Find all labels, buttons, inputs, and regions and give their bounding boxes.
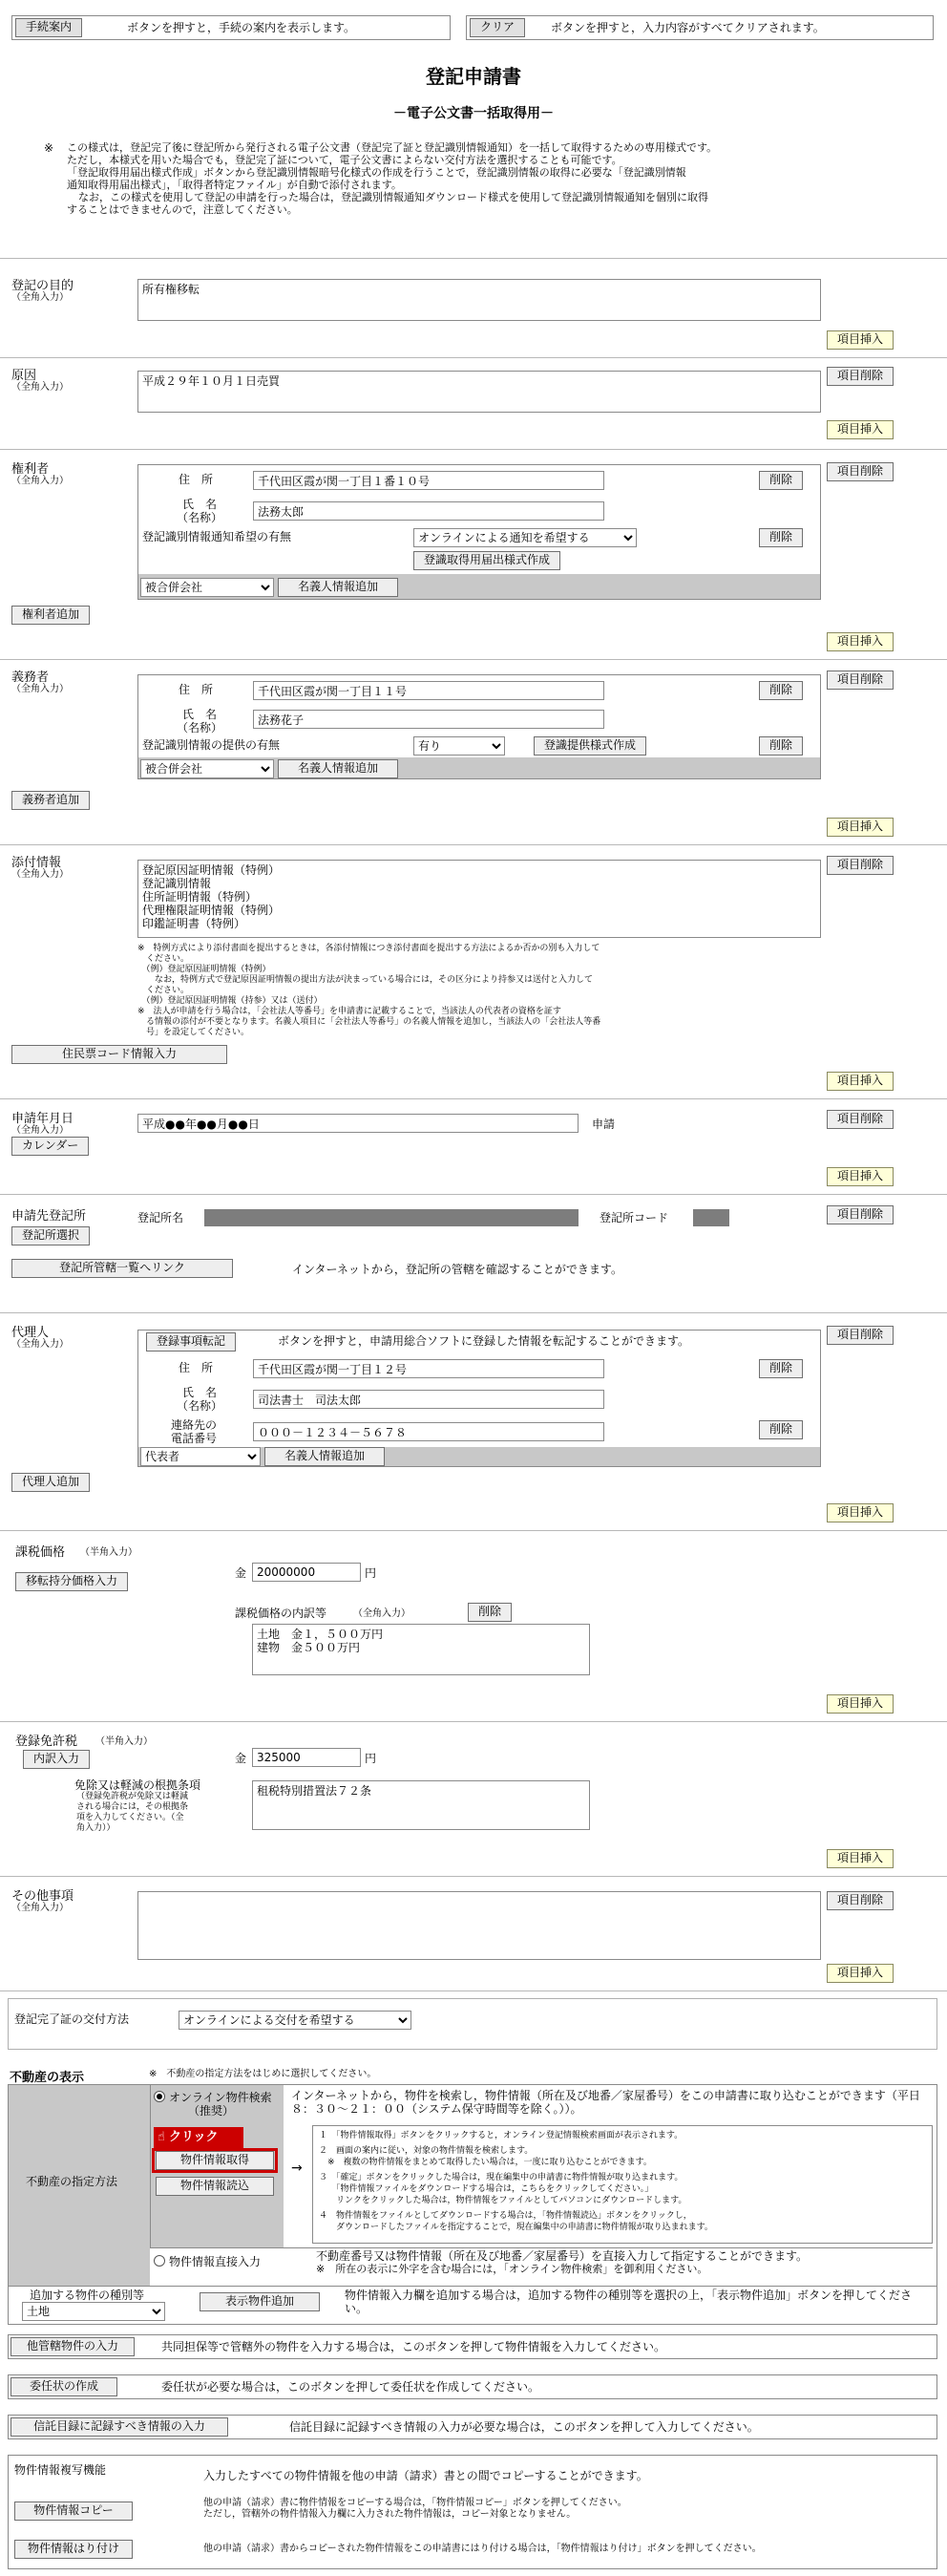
license-tax-label: 登録免許税	[15, 1735, 78, 1749]
trust-row	[8, 2415, 937, 2439]
page-title: 登記申請書	[426, 65, 521, 88]
other-label: その他事項	[11, 1889, 74, 1904]
rights-holder-name-input[interactable]	[253, 501, 604, 521]
clear-button[interactable]: クリア	[470, 18, 525, 37]
delete-button[interactable]: 項目削除	[827, 1205, 894, 1224]
copy-note: 他の申請（請求）書に物件情報をコピーする場合は，「物件情報コピー」ボタンを押してください。	[203, 2498, 627, 2508]
copy-desc: 入力したすべての物件情報を他の申請（請求）書との間でコピーすることができます。	[203, 2469, 648, 2482]
basis-label: 免除又は軽減の根拠条項	[74, 1778, 201, 1792]
date-label: 申請年月日	[11, 1112, 74, 1126]
notice-line: なお，この様式を使用して登記の申請を行った場合は，登記識別情報通知ダウンロード様式を使用して登記識別情報通知を個別に取得	[78, 191, 708, 203]
guide-text: ボタンを押すと，手続の案内を表示します。	[127, 21, 356, 34]
copy-property-button[interactable]: 物件情報コピー	[14, 2501, 133, 2521]
office-select-button[interactable]: 登記所選択	[11, 1226, 90, 1245]
direct-cell	[150, 2247, 933, 2248]
provide-label: 登記識別情報の提供の有無	[142, 738, 281, 752]
license-yen-suffix: 円	[365, 1752, 377, 1765]
paste-note: 他の申請（請求）書からコピーされた物件情報をこの申請書にはり付ける場合は，「物件情報はり付け」ボタンを押してください。	[203, 2544, 762, 2554]
attachment-field[interactable]	[137, 860, 821, 938]
breakdown-label: 課税価格の内訳等	[235, 1607, 327, 1620]
address-label: 住 所	[179, 473, 214, 486]
agent-label: 代理人	[11, 1326, 50, 1340]
office-code-field	[693, 1209, 729, 1226]
agent-box	[137, 1330, 821, 1467]
completion-label: 登記完了証の交付方法	[14, 2012, 130, 2026]
resident-code-button[interactable]: 住民票コード情報入力	[11, 1045, 227, 1064]
detail-input-button[interactable]: 内訳入力	[23, 1750, 90, 1769]
add-name-info-button[interactable]: 名義人情報追加	[278, 759, 398, 778]
add-name-info-button[interactable]: 名義人情報追加	[264, 1447, 385, 1466]
guide-bar	[11, 15, 451, 40]
notice-text	[67, 141, 907, 216]
purpose-sub: （全角入力）	[11, 292, 69, 303]
notice-line: 通知取得用届出様式」，「取得者特定ファイル」が自動で添付されます。	[67, 179, 402, 191]
attachment-line: 登記識別情報	[142, 877, 212, 890]
step-line: ※ 複数の物件情報をまとめて取得したい場合は，一度に取り込むことができます。	[319, 2158, 652, 2167]
merged-company-select[interactable]	[140, 759, 274, 778]
id-provide-form-button[interactable]: 登識提供様式作成	[534, 736, 646, 756]
step-line: １ 「物件情報取得」ボタンをクリックすると，オンライン登記情報検索画面が表示されます。	[319, 2131, 684, 2140]
tax-yen-suffix: 円	[365, 1566, 377, 1580]
notify-select[interactable]	[413, 528, 637, 547]
office-name-field	[204, 1209, 579, 1226]
step-line: ４ 物件情報をファイルとしてダウンロードする場合は，「物件情報読込」ボタンをクリックし，	[319, 2211, 692, 2221]
rights-holder-sub: （全角入力）	[11, 476, 69, 486]
attachment-note: （例）登記原因証明情報（特例）	[137, 965, 271, 974]
obligor-address-input[interactable]	[253, 681, 604, 700]
steps-box	[312, 2125, 933, 2244]
office-name-label: 登記所名	[137, 1211, 184, 1224]
property-header-note: ※ 不動産の指定方法をはじめに選択してください。	[149, 2069, 377, 2079]
delete-button[interactable]: 項目削除	[827, 1326, 894, 1345]
delete-button[interactable]: 項目削除	[827, 671, 894, 690]
delete-button[interactable]: 項目削除	[827, 856, 894, 875]
delete-button[interactable]: 項目削除	[827, 1891, 894, 1910]
office-label: 申請先登記所	[11, 1209, 87, 1224]
remove-button[interactable]: 削除	[759, 681, 803, 700]
copy-box	[8, 2455, 937, 2569]
insert-button[interactable]: 項目挿入	[827, 1072, 894, 1091]
step-line: ダウンロードしたファイルを指定することで，現在編集中の申請書に物件情報が取り込まれます。	[319, 2223, 713, 2232]
attachment-line: 登記原因証明情報（特例）	[142, 863, 281, 877]
merged-company-select[interactable]	[140, 578, 274, 597]
paste-property-button[interactable]: 物件情報はり付け	[14, 2540, 133, 2559]
attachment-note: ※ 法人が申請を行う場合は，「会社法人等番号」を申請書に記載することで，当該法人の代表者の資格を証す	[137, 1007, 561, 1016]
cause-sub: （全角入力）	[11, 382, 69, 393]
address-label: 住 所	[179, 1361, 214, 1374]
license-tax-input[interactable]	[252, 1748, 361, 1767]
attachment-line: 代理権限証明情報（特例）	[142, 904, 281, 917]
name-sub-label: （名称）	[177, 1399, 223, 1413]
notice-line: ただし，本様式を用いた場合でも，登記完了証について，電子公文書によらない交付方法を選択することも可能です。	[67, 154, 622, 166]
attachment-note: （例）登記原因証明情報（持参）又は（送付）	[137, 996, 323, 1006]
phone-label: 連絡先の	[171, 1418, 218, 1432]
insert-button[interactable]: 項目挿入	[827, 1167, 894, 1186]
license-yen-prefix: 金	[235, 1752, 247, 1765]
page-subtitle: －電子公文書一括取得用－	[393, 106, 554, 121]
transfer-text: ボタンを押すと，申請用総合ソフトに登録した情報を転記することができます。	[278, 1334, 690, 1348]
direct-radio[interactable]	[154, 2255, 165, 2267]
purpose-field[interactable]	[137, 279, 821, 321]
remove-button[interactable]: 削除	[759, 1420, 803, 1439]
phone-sub-label: 電話番号	[171, 1432, 218, 1445]
office-link-button[interactable]: 登記所管轄一覧へリンク	[11, 1259, 233, 1278]
step-line: ２ 画面の案内に従い，対象の物件情報を検索します。	[319, 2146, 534, 2156]
tax-value-input[interactable]	[252, 1563, 361, 1582]
online-radio-sub: （推奨）	[188, 2104, 235, 2118]
remove-button[interactable]: 削除	[759, 736, 803, 756]
step-line: ３ 「確定」ボタンをクリックした場合は，現在編集中の申請書に物件情報が取り込まれます。	[319, 2173, 684, 2182]
obligor-sub: （全角入力）	[11, 684, 69, 694]
name-label: 氏 名	[182, 1386, 218, 1399]
basis-note-line: （登録免許税が免除又は軽減	[76, 1792, 189, 1801]
add-rights-holder-button[interactable]: 権利者追加	[11, 606, 90, 625]
arrow-icon: →	[291, 2161, 303, 2176]
basis-field[interactable]	[252, 1780, 590, 1830]
breakdown-sub: （全角入力）	[353, 1608, 410, 1619]
notice-line: 「登記取得用届出様式作成」ボタンから登記識別情報暗号化様式の作成を行うことで，登記識別情報の取得に必要な「登記識別情報	[67, 166, 686, 179]
read-property-button[interactable]: 物件情報読込	[156, 2177, 274, 2196]
direct-note: ※ 所在の表示に外字を含む場合には，「オンライン物件検索」を御利用ください。	[316, 2263, 708, 2275]
copy-note: ただし，管轄外の物件情報入力欄に入力された物件情報は，コピー対象となりません。	[203, 2509, 577, 2520]
attachment-note: る情報の添付が不要となります。名義人項目に「会社法人等番号」の名義人情報を追加し，当該法人の「会社法人等番	[137, 1017, 601, 1027]
insert-button[interactable]: 項目挿入	[827, 1849, 894, 1868]
cause-field[interactable]	[137, 371, 821, 413]
breakdown-line: 建物 金５００万円	[257, 1641, 361, 1654]
delete-button[interactable]: 項目削除	[827, 367, 894, 386]
property-method-box	[8, 2084, 937, 2287]
insert-button[interactable]: 項目挿入	[827, 330, 894, 350]
notice-line: この様式は，登記完了後に登記所から発行される電子公文書（登記完了証と登記識別情報通知）を一括して取得するための専用様式です。	[67, 141, 718, 154]
delete-button[interactable]: 項目削除	[827, 462, 894, 481]
clear-text: ボタンを押すと，入力内容がすべてクリアされます。	[551, 21, 825, 34]
address-label: 住 所	[179, 683, 214, 696]
add-obligor-button[interactable]: 義務者追加	[11, 791, 90, 810]
date-sub: （全角入力）	[11, 1125, 69, 1136]
trust-button[interactable]: 信託目録に記録すべき情報の入力	[11, 2417, 228, 2437]
office-code-label: 登記所コード	[600, 1211, 669, 1224]
proxy-text: 委任状が必要な場合は，このボタンを押して委任状を作成してください。	[161, 2380, 540, 2394]
license-tax-sub: （半角入力）	[95, 1736, 153, 1747]
breakdown-line: 土地 金１，５００万円	[257, 1628, 384, 1641]
insert-button[interactable]: 項目挿入	[827, 1503, 894, 1522]
attachment-note: ※ 特例方式により添付書面を提出するときは，各添付情報につき添付書面を提出する方法によるか否かの別も入力して	[137, 944, 600, 953]
breakdown-field[interactable]	[252, 1624, 590, 1675]
agent-name-input[interactable]	[253, 1390, 604, 1409]
direct-desc: 不動産番号又は物件情報（所在及び地番／家屋番号）を直接入力して指定することができます。	[316, 2249, 809, 2263]
click-label: クリック	[169, 2130, 219, 2144]
remove-button[interactable]: 削除	[759, 471, 803, 490]
proxy-row	[8, 2374, 937, 2399]
name-sub-label: （名称）	[177, 511, 223, 524]
office-link-text: インターネットから，登記所の管轄を確認することができます。	[292, 1263, 622, 1276]
cause-label: 原因	[11, 369, 37, 383]
guide-button[interactable]: 手続案内	[15, 18, 82, 37]
attachment-note: ください。	[137, 954, 190, 964]
rights-holder-address-input[interactable]	[253, 471, 604, 490]
other-sub: （全角入力）	[11, 1903, 69, 1913]
add-agent-button[interactable]: 代理人追加	[11, 1473, 90, 1492]
obligor-label: 義務者	[11, 671, 50, 685]
other-jurisdiction-row	[8, 2334, 937, 2359]
rights-holder-label: 権利者	[11, 462, 50, 477]
rights-holder-box	[137, 464, 821, 600]
attachment-note: ください。	[137, 986, 190, 995]
notice-mark: ※	[44, 141, 54, 155]
agent-address-input[interactable]	[253, 1359, 604, 1378]
kind-select[interactable]	[22, 2302, 165, 2321]
step-line: リンクをクリックした場合は，物件情報をファイルとしてパソコンにダウンロードします。	[319, 2196, 687, 2205]
agent-sub: （全角入力）	[11, 1339, 69, 1350]
insert-button[interactable]: 項目挿入	[827, 632, 894, 651]
notify-label: 登記識別情報通知希望の有無	[142, 530, 292, 543]
get-property-button[interactable]: 物件情報取得	[156, 2151, 274, 2170]
kind-label: 追加する物件の種別等	[30, 2289, 145, 2302]
attachment-line: 印鑑証明書（特例）	[142, 917, 246, 930]
name-sub-label: （名称）	[177, 721, 223, 734]
other-jurisdiction-button[interactable]: 他管轄物件の入力	[11, 2337, 135, 2356]
transfer-registered-button[interactable]: 登録事項転記	[146, 1332, 236, 1352]
date-suffix: 申請	[592, 1118, 616, 1131]
insert-button[interactable]: 項目挿入	[827, 818, 894, 837]
other-field[interactable]	[137, 1891, 821, 1960]
basis-note	[76, 1792, 239, 1834]
agent-role-select[interactable]	[140, 1447, 261, 1466]
get-button-frame	[152, 2148, 278, 2173]
step-line: 「物件情報ファイルをダウンロードする場合は，こちらをクリックしてください。」	[319, 2184, 654, 2194]
attachment-note: なお，特例方式で登記原因証明情報の提出方法が決まっている場合には，その区分により持参又は送付と入力して	[137, 975, 594, 985]
basis-note-line: 角入力））	[76, 1823, 116, 1833]
insert-button[interactable]: 項目挿入	[827, 420, 894, 439]
notice-line: することはできませんので，注意してください。	[67, 203, 298, 216]
attachment-sub: （全角入力）	[11, 869, 69, 880]
online-desc: インターネットから，物件を検索し，物件情報（所在及び地番／家屋番号）をこの申請書に取り込むことができます（平日８：３０～２１：００（システム保守時間等を除く。））。	[291, 2089, 920, 2116]
property-header: 不動産の表示	[10, 2071, 85, 2085]
kind-row	[8, 2287, 937, 2325]
add-display-property-button[interactable]: 表示物件追加	[200, 2292, 320, 2311]
tax-yen-prefix: 金	[235, 1566, 247, 1580]
attachment-line: 住所証明情報（特例）	[142, 890, 258, 904]
online-radio-label: オンライン物件検索	[169, 2091, 272, 2104]
hand-icon: ☝	[158, 2130, 165, 2144]
calendar-button[interactable]: カレンダー	[11, 1137, 89, 1156]
provide-select[interactable]	[413, 736, 505, 756]
direct-radio-label: 物件情報直接入力	[169, 2255, 262, 2268]
other-jurisdiction-text: 共同担保等で管轄外の物件を入力する場合は，このボタンを押して物件情報を入力してください。	[161, 2340, 666, 2353]
tax-value-label: 課税価格	[15, 1545, 66, 1560]
transfer-share-value-button[interactable]: 移転持分価格入力	[15, 1572, 128, 1591]
online-radio[interactable]	[154, 2091, 165, 2102]
add-property-text: 物件情報入力欄を追加する場合は，追加する物件の種別等を選択の上，「表示物件追加」ボタンを押してください。	[345, 2289, 913, 2315]
obligor-name-input[interactable]	[253, 710, 604, 729]
attachment-label: 添付情報	[11, 856, 62, 870]
insert-button[interactable]: 項目挿入	[827, 1694, 894, 1714]
tax-value-sub: （半角入力）	[80, 1547, 137, 1558]
online-radio-dot	[157, 2094, 162, 2099]
id-form-button[interactable]: 登識取得用届出様式作成	[413, 551, 560, 570]
remove-button[interactable]: 削除	[468, 1603, 512, 1622]
completion-row	[8, 1998, 937, 2050]
name-label: 氏 名	[182, 498, 218, 511]
date-input[interactable]	[137, 1114, 579, 1133]
basis-note-line: 項を入力してください。（全	[76, 1813, 184, 1822]
basis-note-line: される場合には，その根拠条	[76, 1802, 189, 1812]
agent-phone-input[interactable]	[253, 1422, 604, 1441]
method-label: 不動産の指定方法	[26, 2175, 118, 2188]
purpose-label: 登記の目的	[11, 279, 74, 293]
insert-button[interactable]: 項目挿入	[827, 1964, 894, 1983]
trust-text: 信託目録に記録すべき情報の入力が必要な場合は，このボタンを押して入力してください。	[289, 2420, 759, 2434]
delete-button[interactable]: 項目削除	[827, 1110, 894, 1129]
remove-button[interactable]: 削除	[759, 528, 803, 547]
completion-select[interactable]	[179, 2011, 411, 2030]
attachment-note: 号」を設定してください。	[137, 1028, 250, 1037]
add-name-info-button[interactable]: 名義人情報追加	[278, 578, 398, 597]
copy-label: 物件情報複写機能	[14, 2463, 107, 2477]
click-badge	[154, 2127, 243, 2148]
clear-bar	[466, 15, 934, 40]
attachment-notes	[137, 944, 768, 1038]
remove-button[interactable]: 削除	[759, 1359, 803, 1378]
name-label: 氏 名	[182, 708, 218, 721]
proxy-button[interactable]: 委任状の作成	[11, 2377, 117, 2396]
obligor-box	[137, 674, 821, 779]
